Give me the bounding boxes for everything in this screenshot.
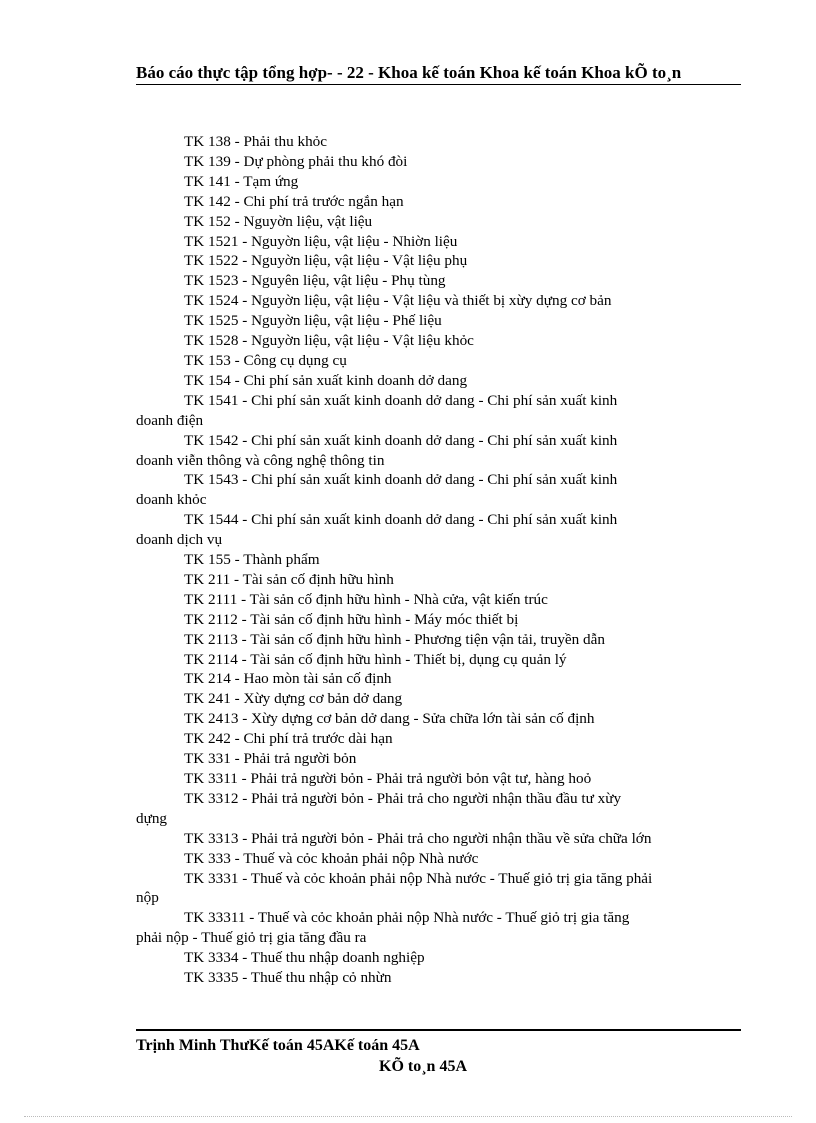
account-line: TK 138 - Phải thu khỏc (184, 133, 327, 150)
account-line: TK 1542 - Chi phí sản xuất kinh doanh dở dang - Chi phí sản xuất kinh (184, 431, 618, 449)
account-line: TK 2113 - Tài sản cố định hữu hình - Phương tiện vận tải, truyền dẫn (184, 630, 605, 648)
account-line-continuation: doanh viễn thông và công nghệ thông tin (136, 451, 385, 469)
account-line-continuation: phải nộp - Thuế giỏ trị gia tăng đầu ra (136, 929, 367, 947)
page-footer (136, 1035, 741, 1077)
account-line: TK 1523 - Nguyên liệu, vật liệu - Phụ tùng (184, 272, 446, 290)
account-line: TK 154 - Chi phí sản xuất kinh doanh dở dang (184, 371, 468, 389)
account-line-continuation: dựng (136, 809, 168, 827)
account-line-continuation: nộp (136, 889, 159, 907)
account-line: TK 1525 - Nguyờn liệu, vật liệu - Phế liệu (184, 312, 442, 330)
account-line: TK 2114 - Tài sản cố định hữu hình - Thiết bị, dụng cụ quản lý (184, 650, 567, 668)
account-line: TK 153 - Công cụ dụng cụ (184, 351, 347, 369)
account-line: TK 214 - Hao mòn tài sản cố định (184, 670, 392, 688)
account-list (136, 132, 736, 988)
footer-divider (136, 1029, 741, 1031)
account-line: TK 1544 - Chi phí sản xuất kinh doanh dở dang - Chi phí sản xuất kinh (184, 511, 618, 529)
account-line: TK 3334 - Thuế thu nhập doanh nghiệp (184, 949, 425, 967)
footer-author: Trịnh Minh ThưKế toán 45AKế toán 45A (136, 1037, 420, 1054)
account-line: TK 3312 - Phải trả người bỏn - Phải trả cho người nhận thầu đầu tư xừy (184, 789, 622, 807)
header-divider (136, 84, 741, 85)
account-line: TK 1524 - Nguyờn liệu, vật liệu - Vật liệu và thiết bị xừy dựng cơ bản (184, 292, 612, 310)
footer-department: KÕ to¸n 45A (379, 1058, 467, 1075)
account-line: TK 139 - Dự phòng phải thu khó đòi (184, 152, 408, 170)
account-line: TK 333 - Thuế và cỏc khoản phải nộp Nhà nước (184, 849, 479, 867)
account-line: TK 331 - Phải trả người bỏn (184, 750, 357, 768)
account-line-continuation: doanh khỏc (136, 491, 207, 509)
account-line: TK 3313 - Phải trả người bỏn - Phải trả cho người nhận thầu về sửa chữa lớn (184, 829, 652, 847)
account-line: TK 1543 - Chi phí sản xuất kinh doanh dở dang - Chi phí sản xuất kinh (184, 471, 618, 489)
account-line: TK 33311 - Thuế và cỏc khoản phải nộp Nhà nước - Thuế giỏ trị gia tăng (184, 909, 630, 927)
account-line: TK 1528 - Nguyờn liệu, vật liệu - Vật liệu khỏc (184, 332, 474, 350)
page-edge (24, 1116, 792, 1117)
account-line: TK 3311 - Phải trả người bỏn - Phải trả người bỏn vật tư, hàng hoỏ (184, 770, 592, 787)
account-line: TK 141 - Tạm ứng (184, 172, 299, 190)
account-line: TK 155 - Thành phẩm (184, 551, 320, 569)
account-line-continuation: doanh dịch vụ (136, 531, 223, 549)
account-line: TK 3331 - Thuế và cỏc khoản phải nộp Nhà nước - Thuế giỏ trị gia tăng phải (184, 869, 653, 887)
account-line: TK 2413 - Xừy dựng cơ bản dở dang - Sửa chữa lớn tài sản cố định (184, 710, 595, 728)
account-line-continuation: doanh điện (136, 411, 204, 429)
account-line: TK 1522 - Nguyờn liệu, vật liệu - Vật liệu phụ (184, 252, 468, 270)
account-line: TK 2111 - Tài sản cố định hữu hình - Nhà cửa, vật kiến trúc (184, 590, 548, 608)
account-line: TK 211 - Tài sản cố định hữu hình (184, 570, 394, 588)
account-line: TK 241 - Xừy dựng cơ bản dở dang (184, 690, 403, 708)
account-line: TK 2112 - Tài sản cố định hữu hình - Máy móc thiết bị (184, 610, 519, 628)
account-line: TK 1541 - Chi phí sản xuất kinh doanh dở dang - Chi phí sản xuất kinh (184, 391, 618, 409)
account-line: TK 142 - Chi phí trả trước ngắn hạn (184, 192, 404, 210)
page-header: Báo cáo thực tập tổng hợp- - 22 - Khoa kế toán Khoa kế toán Khoa kÕ to¸n (136, 63, 682, 82)
account-line: TK 1521 - Nguyờn liệu, vật liệu - Nhiờn liệu (184, 232, 458, 250)
account-line: TK 3335 - Thuế thu nhập cỏ nhừn (184, 969, 392, 987)
account-line: TK 152 - Nguyờn liệu, vật liệu (184, 212, 373, 230)
account-line: TK 242 - Chi phí trả trước dài hạn (184, 730, 393, 748)
